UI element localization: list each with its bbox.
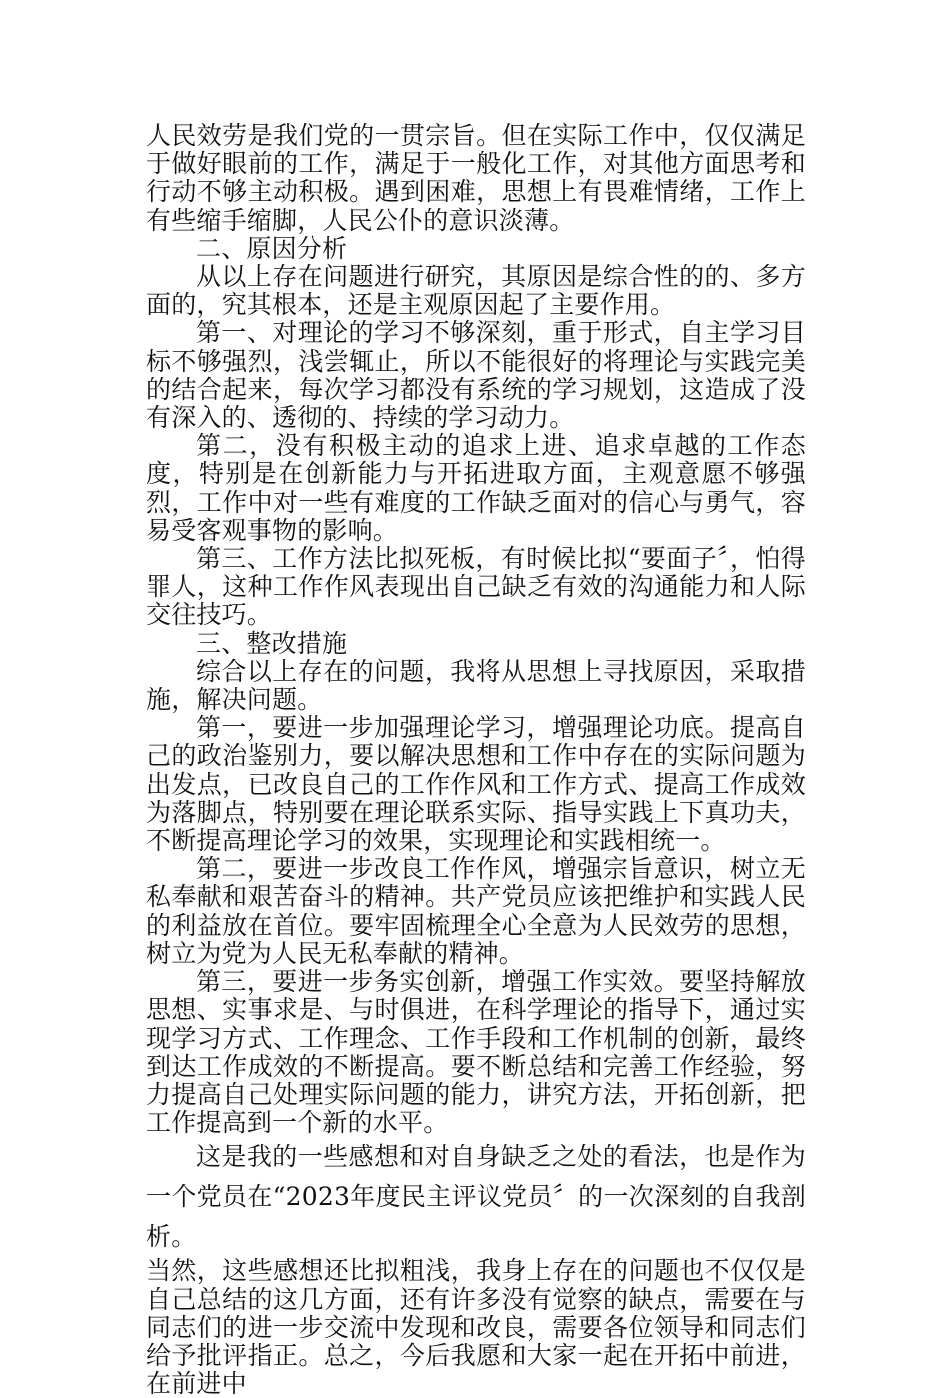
heading-cause-analysis: 二、原因分析 [196,233,348,263]
paragraph-self-reflection: 这是我的一些感想和对自身缺乏之处的看法，也是作为一个党员在“2023年度民主评议党员〞的一次深刻的自我剖析。 [146,1142,806,1252]
paragraph-cause-third: 第三、工作方法比拟死板，有时候比拟“要面子〞，怕得罪人，这种工作作风表现出自己缺乏有效的沟通能力和人际交往技巧。 [146,544,806,630]
paragraph-closing: 当然，这些感想还比拟粗浅，我身上存在的问题也不仅仅是自己总结的这几方面，还有许多没有觉察的缺点，需要在与同志们的进一步交流中发现和改良，需要各位领导和同志们给予批评指正。总之，今后我愿和大家一起在开拓中前进，在前进中 [146,1256,806,1398]
heading-rectification: 三、整改措施 [196,628,348,658]
paragraph-measure-first: 第一，要进一步加强理论学习，增强理论功底。提高自己的政治鉴别力，要以解决思想和工作中存在的实际问题为出发点，已改良自己的工作作风和工作方式、提高工作成效为落脚点，特别要在理论联系实际、指导实践上下真功夫，不断提高理论学习的效果，实现理论和实践相统一。 [146,713,806,856]
paragraph-service-intro: 人民效劳是我们党的一贯宗旨。但在实际工作中，仅仅满足于做好眼前的工作，满足于一般化工作，对其他方面思考和行动不够主动积极。遇到困难，思想上有畏难情绪，工作上有些缩手缩脚，人民公仆的意识淡薄。 [146,121,806,235]
document-body [146,122,806,1398]
paragraph-cause-summary: 从以上存在问题进行研究，其原因是综合性的的、多方面的，究其根本，还是主观原因起了主要作用。 [146,262,806,320]
paragraph-rectification-summary: 综合以上存在的问题，我将从思想上寻找原因，采取措施，解决问题。 [146,656,806,715]
paragraph-cause-first: 第一、对理论的学习不够深刻，重于形式，自主学习目标不够强烈，浅尝辄止，所以不能很好的将理论与实践完美的结合起来，每次学习都没有系统的学习规划，这造成了没有深入的、透彻的、持续的学习动力。 [146,318,806,433]
paragraph-measure-third: 第三，要进一步务实创新，增强工作实效。要坚持解放思想、实事求是、与时俱进，在科学理论的指导下，通过实现学习方式、工作理念、工作手段和工作机制的创新，最终到达工作成效的不断提高。要不断总结和完善工作经验，努力提高自己处理实际问题的能力，讲究方法，开拓创新，把工作提高到一个新的水平。 [146,967,806,1138]
paragraph-cause-second: 第二，没有积极主动的追求上进、追求卓越的工作态度，特别是在创新能力与开拓进取方面，主观意愿不够强烈，工作中对一些有难度的工作缺乏面对的信心与勇气，容易受客观事物的影响。 [146,431,806,545]
paragraph-measure-second: 第二，要进一步改良工作作风，增强宗旨意识，树立无私奉献和艰苦奋斗的精神。共产党员应该把维护和实践人民的利益放在首位。要牢固梳理全心全意为人民效劳的思想，树立为党为人民无私奉献的精神。 [146,854,806,968]
